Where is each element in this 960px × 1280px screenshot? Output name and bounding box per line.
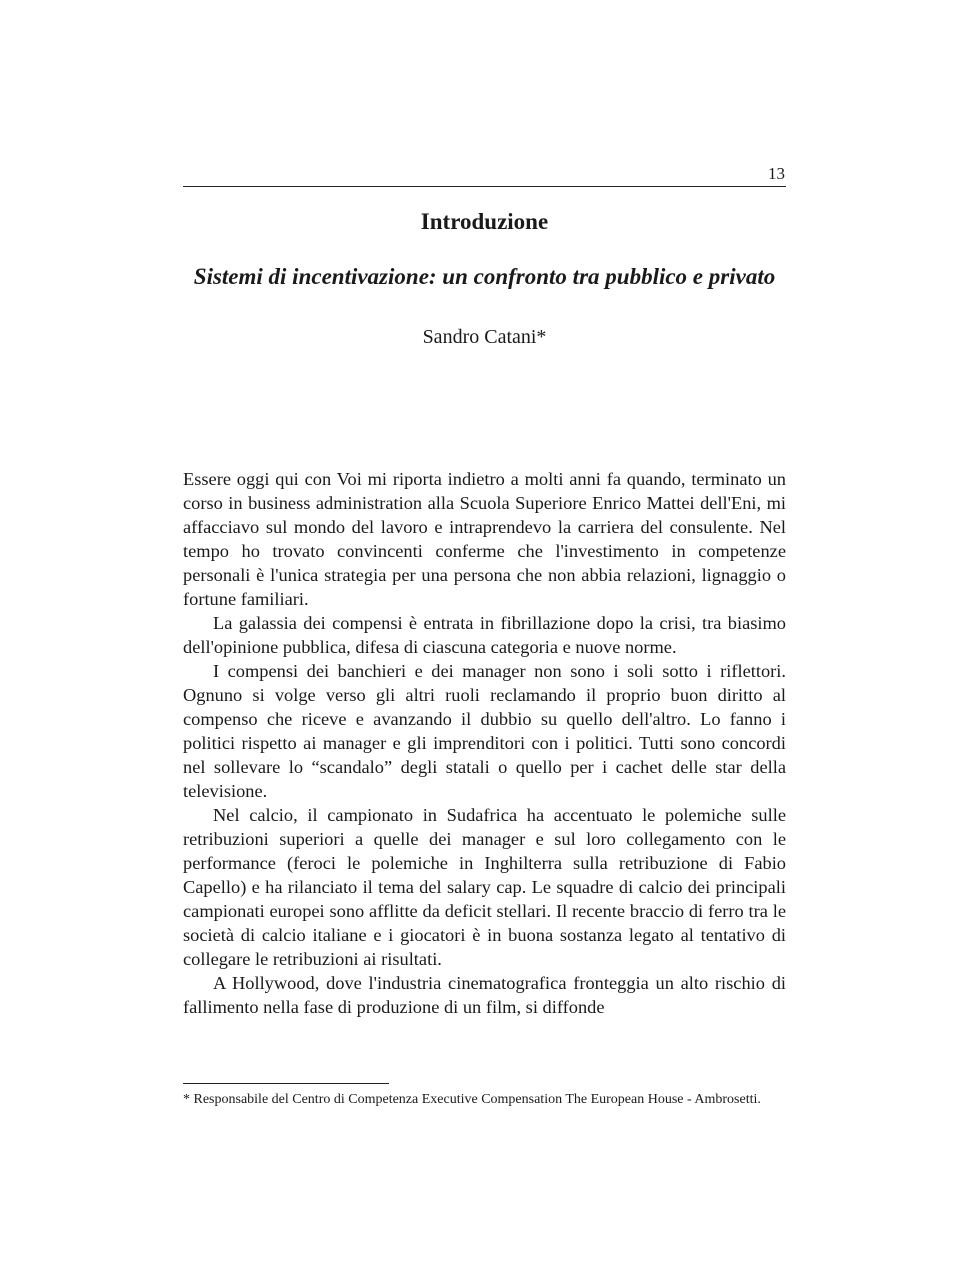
paragraph: Essere oggi qui con Voi mi riporta indietro a molti anni fa quando, terminato un corso in business administration alla Scuola Superiore Enrico Mattei dell'Eni, mi affacciavo sul mondo del lavoro e intraprendevo la carriera del consulente. Nel tempo ho trovato convincenti conferme che l'investimento in competenze personali è l'unica strategia per una persona che non abbia relazioni, lignaggio o fortune familiari.	[183, 469, 786, 609]
paragraph: Nel calcio, il campionato in Sudafrica ha accentuato le polemiche sulle retribuzioni superiori a quelle dei manager e sul loro collegamento con le performance (feroci le polemiche in Inghilterra sulla retribuzione di Fabio Capello) e ha rilanciato il tema del salary cap. Le squadre di calcio dei principali campionati europei sono afflitte da deficit stellari. Il recente braccio di ferro tra le società di calcio italiane e i giocatori è in buona sostanza legato al tentativo di collegare le retribuzioni ai risultati.	[183, 805, 786, 969]
author-name: Sandro Catani*	[422, 326, 547, 348]
paragraph: A Hollywood, dove l'industria cinematografica fronteggia un alto rischio di fallimento nella fase di produzione di un film, si diffonde	[183, 973, 786, 1017]
body-text	[183, 467, 786, 1019]
footnote-rule	[183, 1083, 389, 1084]
chapter-title: Introduzione	[420, 209, 549, 234]
chapter-subtitle: Sistemi di incentivazione: un confronto tra pubblico e privato	[193, 264, 776, 289]
header-rule	[183, 186, 786, 187]
page-number: 13	[768, 164, 785, 183]
paragraph: I compensi dei banchieri e dei manager non sono i soli sotto i riflettori. Ognuno si volge verso gli altri ruoli reclamando il proprio buon diritto al compenso che riceve e avanzando il dubbio su quello dell'altro. Lo fanno i politici rispetto ai manager e gli imprenditori con i politici. Tutti sono concordi nel sollevare lo “scandalo” degli statali o quello per i cachet delle star della televisione.	[183, 661, 786, 801]
paragraph: La galassia dei compensi è entrata in fibrillazione dopo la crisi, tra biasimo dell'opinione pubblica, difesa di ciascuna categoria e nuove norme.	[183, 613, 786, 657]
footnote: * Responsabile del Centro di Competenza Executive Compensation The European House - Ambrosetti.	[183, 1092, 761, 1107]
